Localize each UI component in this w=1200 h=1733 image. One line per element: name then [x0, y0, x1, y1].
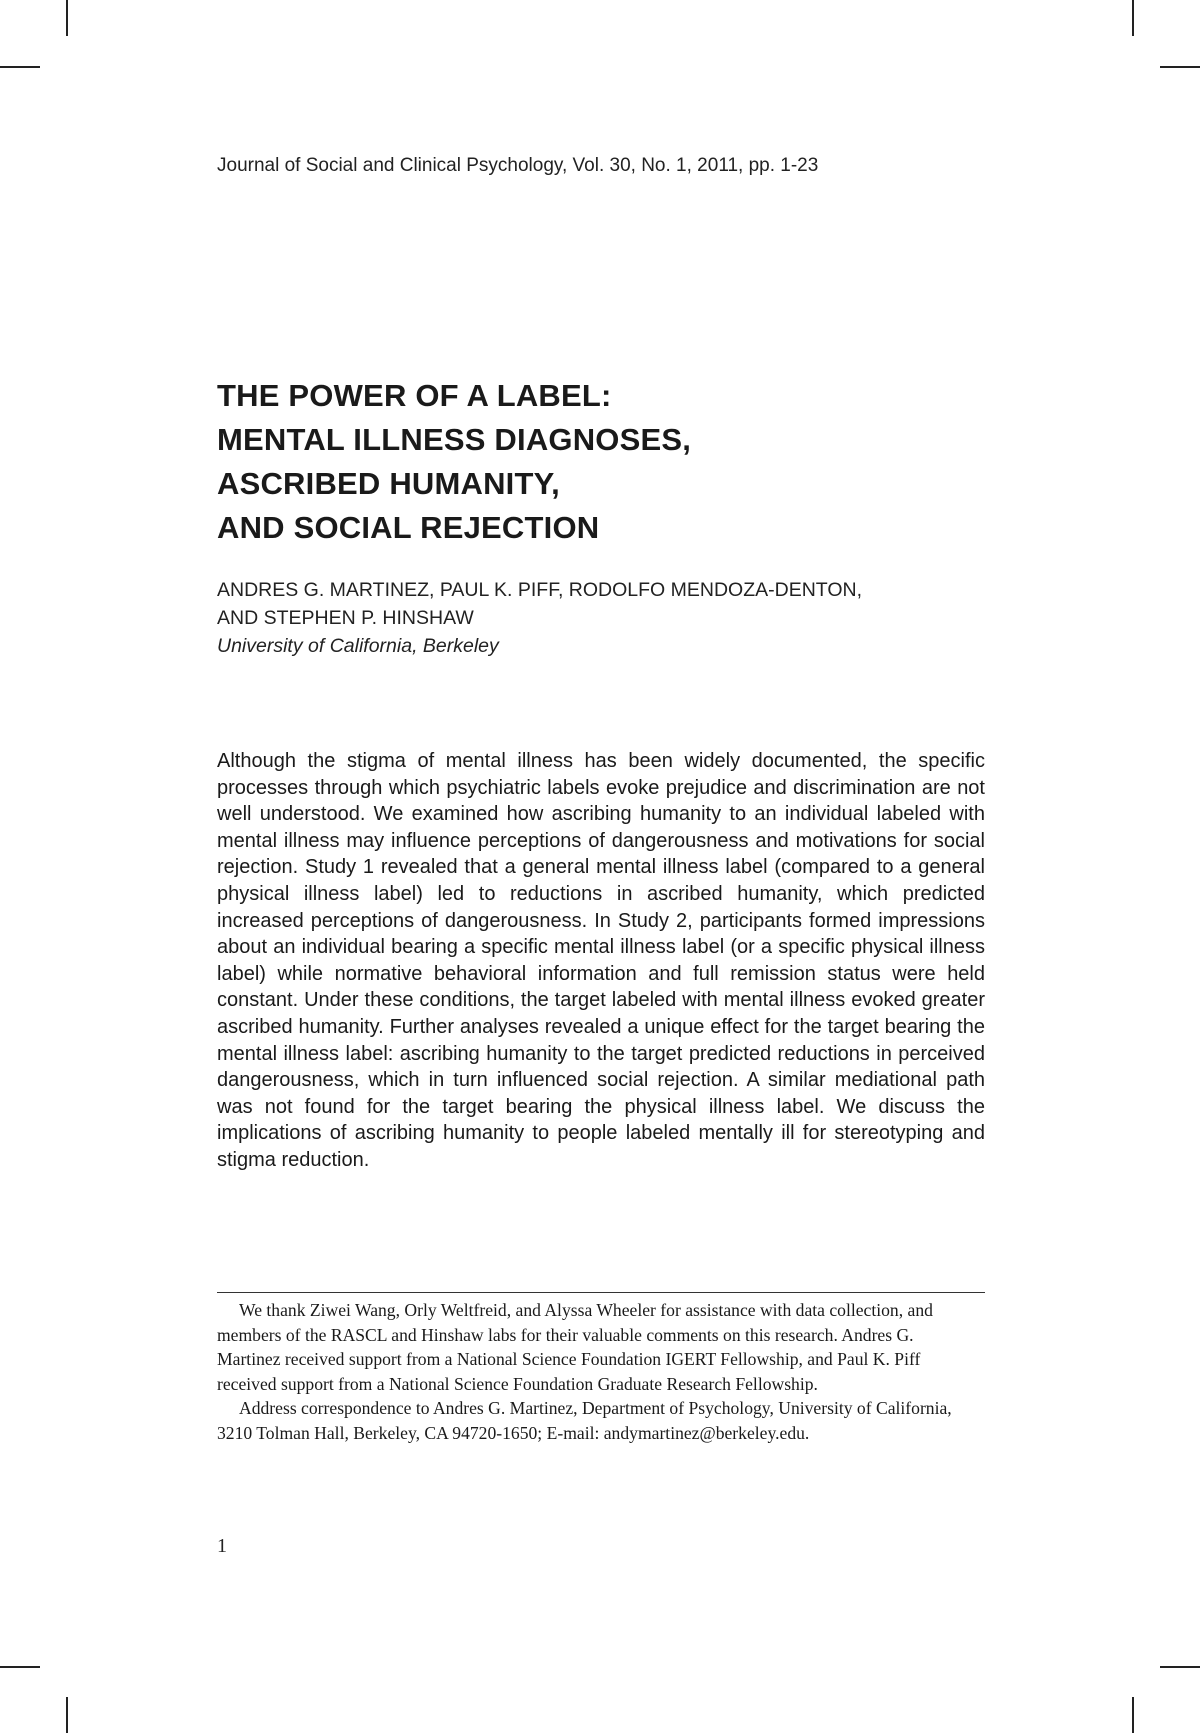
crop-mark-top-right-vertical — [1132, 0, 1134, 36]
article-title — [217, 374, 1017, 550]
crop-mark-bottom-left-vertical — [66, 1697, 68, 1733]
crop-mark-bottom-right-horizontal — [1160, 1666, 1200, 1668]
correspondence-note: Address correspondence to Andres G. Martinez, Department of Psychology, University of California, 3210 Tolman Hall, Berkeley, CA 94720-1650; E-mail: andymartinez@berkeley.edu. — [217, 1398, 952, 1443]
author-line: ANDRES G. MARTINEZ, PAUL K. PIFF, RODOLFO MENDOZA-DENTON, — [217, 579, 863, 601]
title-line: ASCRIBED HUMANITY, — [217, 466, 560, 501]
page-number: 1 — [217, 1535, 227, 1557]
author-line: AND STEPHEN P. HINSHAW — [217, 607, 474, 629]
footnote-rule — [217, 1292, 985, 1293]
crop-mark-bottom-right-vertical — [1132, 1697, 1134, 1733]
crop-mark-top-right-horizontal — [1160, 66, 1200, 68]
title-line: AND SOCIAL REJECTION — [217, 510, 600, 545]
title-line: THE POWER OF A LABEL: — [217, 378, 612, 413]
running-head: Journal of Social and Clinical Psychology, Vol. 30, No. 1, 2011, pp. 1-23 — [217, 155, 819, 176]
crop-mark-bottom-left-horizontal — [0, 1666, 40, 1668]
acknowledgement-note: We thank Ziwei Wang, Orly Weltfreid, and Alyssa Wheeler for assistance with data collection, and members of the RASCL and Hinshaw labs for their valuable comments on this research. Andres G. Martinez received support from a National Science Foundation IGERT Fellowship, and Paul K. Piff received support from a National Science Foundation Graduate Research Fellowship. — [217, 1300, 933, 1394]
footnote-block — [217, 1298, 977, 1446]
crop-mark-top-left-horizontal — [0, 66, 40, 68]
crop-mark-top-left-vertical — [66, 0, 68, 36]
affiliation: University of California, Berkeley — [217, 635, 499, 657]
abstract: Although the stigma of mental illness has been widely documented, the specific processes through which psychiatric labels evoke prejudice and discrimination are not well understood. We examined how ascribing humanity to an individual labeled with mental illness may influence perceptions of dangerousness and motivations for social rejection. Study 1 revealed that a general mental illness label (compared to a general physical illness label) led to reductions in ascribed humanity, which predicted increased perceptions of dangerousness. In Study 2, participants formed impressions about an individual bearing a specific mental illness label (or a specific physical illness label) while normative behavioral information and full remission status were held constant. Under these conditions, the target labeled with mental illness evoked greater ascribed humanity. Further analyses revealed a unique effect for the target bearing the mental illness label: ascribing humanity to the target predicted reductions in perceived dangerousness, which in turn influenced social rejection. A similar mediational path was not found for the target bearing the physical illness label. We discuss the implications of ascribing humanity to people labeled mentally ill for stereotyping and stigma reduction. — [217, 750, 985, 1171]
author-block — [217, 576, 1017, 660]
title-line: MENTAL ILLNESS DIAGNOSES, — [217, 422, 692, 457]
